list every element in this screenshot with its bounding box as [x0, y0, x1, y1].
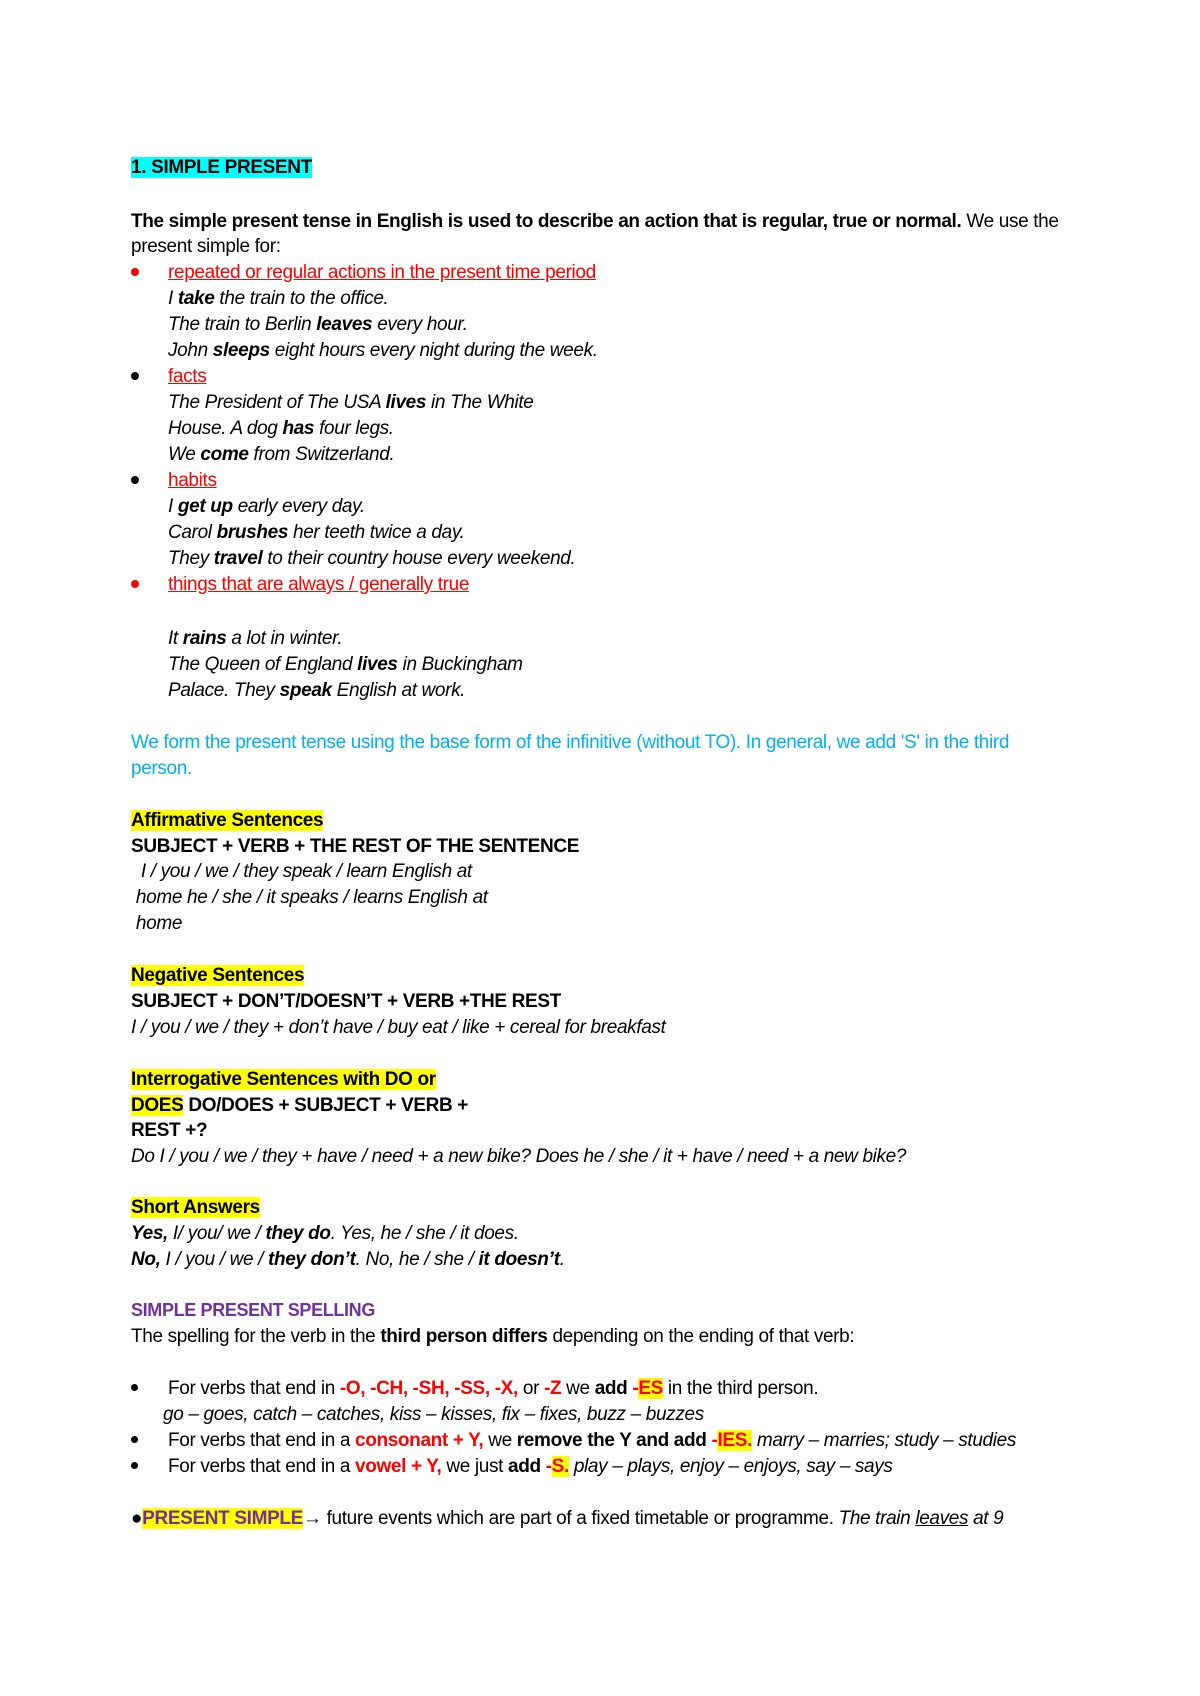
bullet-icon [131, 268, 139, 276]
affirmative-example: I / you / we / they speak / learn English at [131, 861, 472, 882]
negative-example: I / you / we / they + don’t have / buy eat / like + cereal for breakfast [131, 1017, 666, 1038]
form-note-line-1: We form the present tense using the base form of the infinitive (without TO). In general, we add 'S' in the third [131, 732, 1010, 753]
interrogative-formula: DOES DO/DOES + SUBJECT + VERB + [131, 1095, 469, 1116]
bullet-icon [131, 372, 139, 380]
example-line: I take the train to the office. [168, 288, 389, 309]
example-line: Carol brushes her teeth twice a day. [168, 522, 465, 543]
interrogative-heading: Interrogative Sentences with DO or [131, 1069, 436, 1090]
bullet-icon [131, 1462, 138, 1469]
use-label-true: things that are always / generally true [168, 574, 470, 595]
present-simple-future-note: ●PRESENT SIMPLE→ future events which are part of a fixed timetable or programme. The train leaves at 9 [131, 1508, 1004, 1529]
use-label-habits: habits [168, 470, 217, 491]
intro-rest: We use the [961, 211, 1059, 232]
bullet-icon [131, 1436, 138, 1443]
bullet-icon [131, 1384, 138, 1391]
example-line: The train to Berlin leaves every hour. [168, 314, 468, 335]
example-line: I get up early every day. [168, 496, 365, 517]
negative-formula: SUBJECT + DON’T/DOESN’T + VERB +THE REST [131, 991, 561, 1012]
interrogative-example: Do I / you / we / they + have / need + a new bike? Does he / she / it + have / need + a new bike? [131, 1146, 907, 1167]
bullet-icon: ● [131, 1508, 143, 1529]
short-answer-yes: Yes, I/ you/ we / they do. Yes, he / she / it does. [131, 1223, 519, 1244]
affirmative-example: home he / she / it speaks / learns English at [131, 887, 488, 908]
spelling-heading: SIMPLE PRESENT SPELLING [131, 1300, 375, 1320]
affirmative-formula: SUBJECT + VERB + THE REST OF THE SENTENCE [131, 836, 580, 857]
spelling-intro: The spelling for the verb in the third person differs depending on the ending of that verb: [131, 1326, 855, 1347]
short-answers-heading: Short Answers [131, 1197, 260, 1218]
section-title-text: 1. SIMPLE PRESENT [131, 157, 312, 178]
example-line: We come from Switzerland. [168, 444, 395, 465]
bullet-icon [131, 476, 139, 484]
example-line: The President of The USA lives in The White [168, 392, 534, 413]
use-label-facts: facts [168, 366, 207, 387]
example-line: It rains a lot in winter. [168, 628, 343, 649]
intro-bold: The simple present tense in English is used to describe an action that is regular, true or normal. [131, 211, 962, 232]
affirmative-example: home [131, 913, 183, 934]
use-label-repeated: repeated or regular actions in the present time period [168, 262, 596, 283]
spelling-rule-2: For verbs that end in a consonant + Y, we remove the Y and add -IES. marry – marries; study – studies [168, 1430, 1016, 1451]
example-line: They travel to their country house every weekend. [168, 548, 576, 569]
short-answer-no: No, I / you / we / they don’t. No, he / she / it doesn’t. [131, 1249, 565, 1270]
example-line: House. A dog has four legs. [168, 418, 394, 439]
bullet-icon [131, 580, 139, 588]
affirmative-heading: Affirmative Sentences [131, 810, 324, 831]
interrogative-formula-end: REST +? [131, 1120, 208, 1141]
spelling-rule-3: For verbs that end in a vowel + Y, we just add -S. play – plays, enjoy – enjoys, say – says [168, 1456, 893, 1477]
negative-heading: Negative Sentences [131, 965, 305, 986]
example-line: Palace. They speak English at work. [168, 680, 466, 701]
intro-line-1 [131, 209, 1059, 234]
spelling-rule-1: For verbs that end in -O, -CH, -SH, -SS, -X, or -Z we add -ES in the third person. [168, 1378, 819, 1399]
arrow-right-icon: → [303, 1508, 322, 1529]
intro-line-2: present simple for: [131, 236, 281, 257]
example-line: The Queen of England lives in Buckingham [168, 654, 523, 675]
example-line: John sleeps eight hours every night during the week. [168, 340, 598, 361]
spelling-rule-1-examples: go – goes, catch – catches, kiss – kisses, fix – fixes, buzz – buzzes [163, 1404, 704, 1425]
form-note-line-2: person. [131, 758, 192, 779]
section-title [131, 155, 312, 180]
